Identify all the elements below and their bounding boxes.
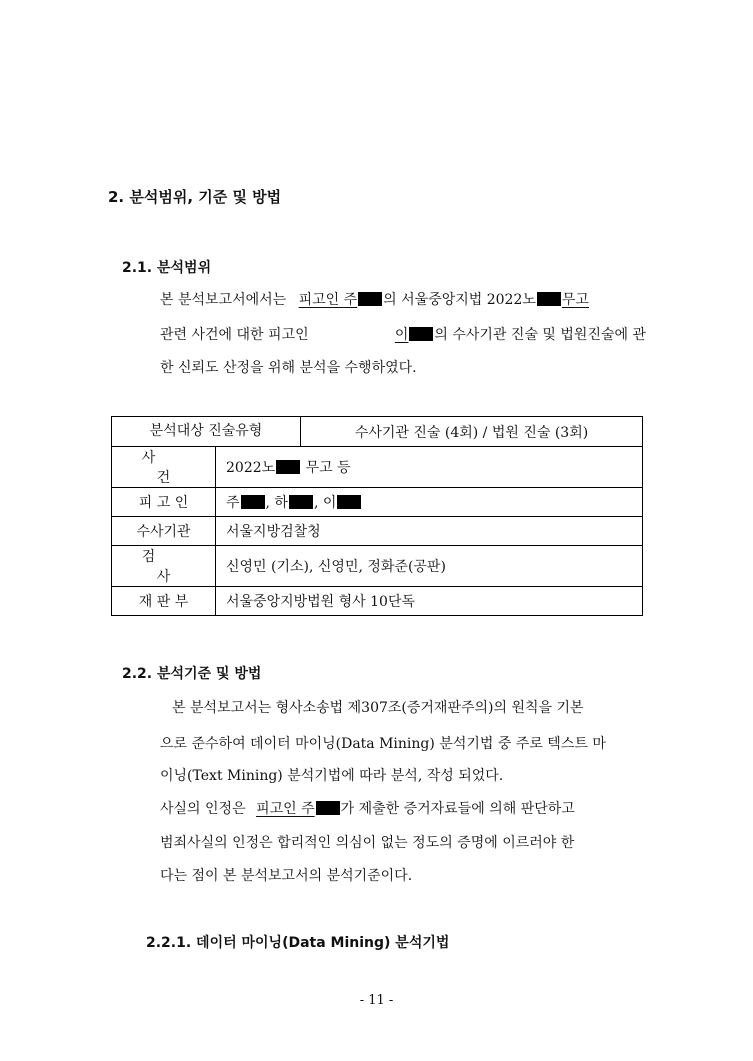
table-row xyxy=(112,587,643,616)
method-text: 가 제출한 증거자료들에 의해 판단하고 xyxy=(340,801,575,817)
method-line-3: 이닝(Text Mining) 분석기법에 따라 분석, 작성 되었다. xyxy=(160,768,504,784)
row-value: 서울지방검찰청 xyxy=(216,517,643,546)
analysis-info-table xyxy=(111,416,643,616)
row-label: 사 건 xyxy=(112,447,216,488)
redaction-box xyxy=(241,495,265,509)
section-heading: 2. 분석범위, 기준 및 방법 xyxy=(108,188,282,206)
redaction-box xyxy=(337,495,361,509)
row-label: 피 고 인 xyxy=(112,488,216,517)
row-label: 재 판 부 xyxy=(112,587,216,616)
method-heading: 2.2. 분석기준 및 방법 xyxy=(122,666,262,682)
redaction-box xyxy=(316,801,340,815)
datamining-heading: 2.2.1. 데이터 마이닝(Data Mining) 분석기법 xyxy=(146,935,450,951)
redaction-box xyxy=(358,292,382,306)
row-label: 수사기관 xyxy=(112,517,216,546)
method-text: 사실의 인정은 xyxy=(160,801,246,817)
table-row xyxy=(112,488,643,517)
row-label: 검 사 xyxy=(112,546,216,587)
redaction-box xyxy=(289,495,313,509)
redaction-box xyxy=(276,460,300,474)
scope-heading: 2.1. 분석범위 xyxy=(122,260,212,276)
defendant-name: 이 xyxy=(395,327,435,343)
method-line-5: 범죄사실의 인정은 합리적인 의심이 없는 정도의 증명에 이르러야 한 xyxy=(160,835,575,851)
header-value: 수사기관 진술 (4회) / 법원 진술 (3회) xyxy=(354,424,589,441)
header-label: 분석대상 진술유형 xyxy=(112,417,301,446)
defendant-name: 피고인 주 xyxy=(299,292,384,308)
scope-text: 본 분석보고서에서는 xyxy=(160,292,287,308)
scope-line-2 xyxy=(160,324,646,344)
scope-line-1 xyxy=(160,289,589,309)
method-line-4 xyxy=(160,798,575,818)
row-value: 신영민 (기소), 신영민, 정화준(공판) xyxy=(216,546,643,587)
redaction-box xyxy=(537,292,561,306)
page-number: - 11 - xyxy=(359,993,394,1008)
table-row xyxy=(112,517,643,546)
table-row xyxy=(112,546,643,587)
scope-text: 관련 사건에 대한 피고인 xyxy=(160,327,309,343)
defendant-name: 피고인 주 xyxy=(256,801,341,817)
method-line-6: 다는 점이 본 분석보고서의 분석기준이다. xyxy=(160,868,413,884)
table-row xyxy=(112,447,643,488)
method-line-2: 으로 준수하여 데이터 마이닝(Data Mining) 분석기법 중 주로 텍스트 마 xyxy=(160,736,606,752)
case-number: 무고 xyxy=(536,292,589,308)
row-value: 주 , 하 , 이 xyxy=(216,488,643,517)
redaction-box xyxy=(409,327,433,341)
scope-line-3: 한 신뢰도 산정을 위해 분석을 수행하였다. xyxy=(160,360,417,376)
table-header xyxy=(112,417,643,447)
scope-text: 의 서울중앙지법 2022노 xyxy=(383,292,536,308)
row-value: 서울중앙지방법원 형사 10단독 xyxy=(216,587,643,616)
scope-text: 이 의 수사기관 진술 및 법원진술에 관 xyxy=(394,327,646,343)
table-header-row xyxy=(112,417,643,447)
row-value: 2022노 무고 등 xyxy=(216,447,643,488)
method-line-1: 본 분석보고서는 형사소송법 제307조(증거재판주의)의 원칙을 기본 xyxy=(172,700,584,716)
